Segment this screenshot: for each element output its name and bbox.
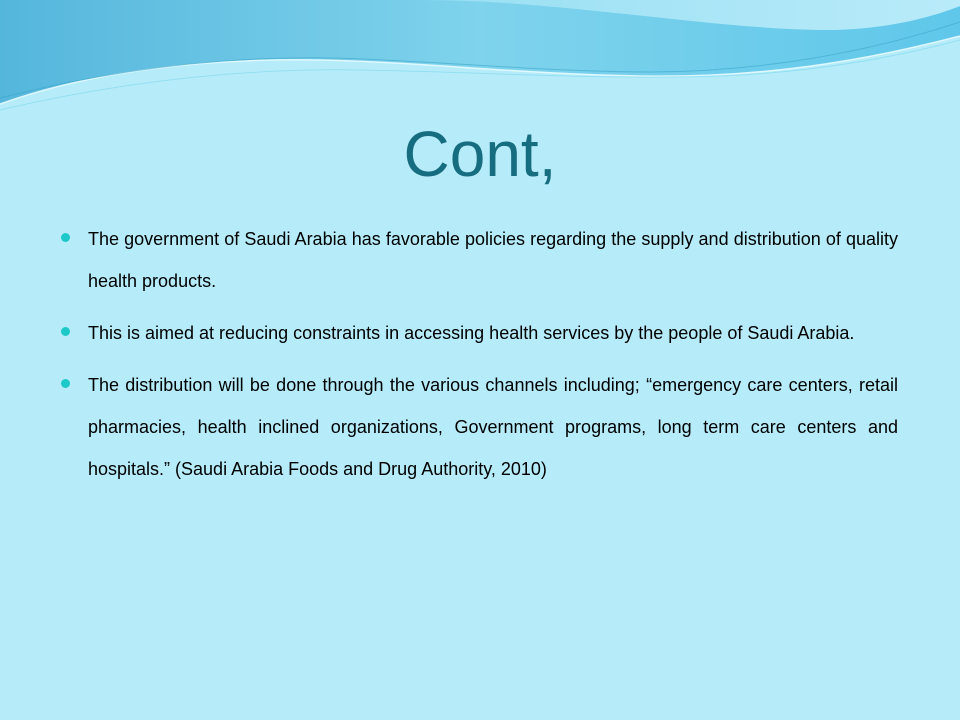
list-item — [60, 218, 898, 302]
bullet-text: The distribution will be done through the various channels including; “emergency care centers, retail pharmacies, health inclined organizations, Government programs, long term care centers and hospitals.” (Saudi Arabia Foods and Drug Authority, 2010) — [88, 375, 898, 479]
bullet-text: The government of Saudi Arabia has favorable policies regarding the supply and distribution of quality health products. — [88, 229, 898, 291]
bullet-list — [60, 218, 898, 500]
bullet-dot-icon — [61, 379, 70, 388]
bullet-text: This is aimed at reducing constraints in accessing health services by the people of Saudi Arabia. — [88, 323, 855, 343]
header-wave-decoration — [0, 0, 960, 120]
list-item — [60, 364, 898, 490]
slide-title: Cont, — [403, 118, 557, 190]
bullet-dot-icon — [61, 327, 70, 336]
bullet-dot-icon — [61, 233, 70, 242]
list-item — [60, 312, 898, 354]
